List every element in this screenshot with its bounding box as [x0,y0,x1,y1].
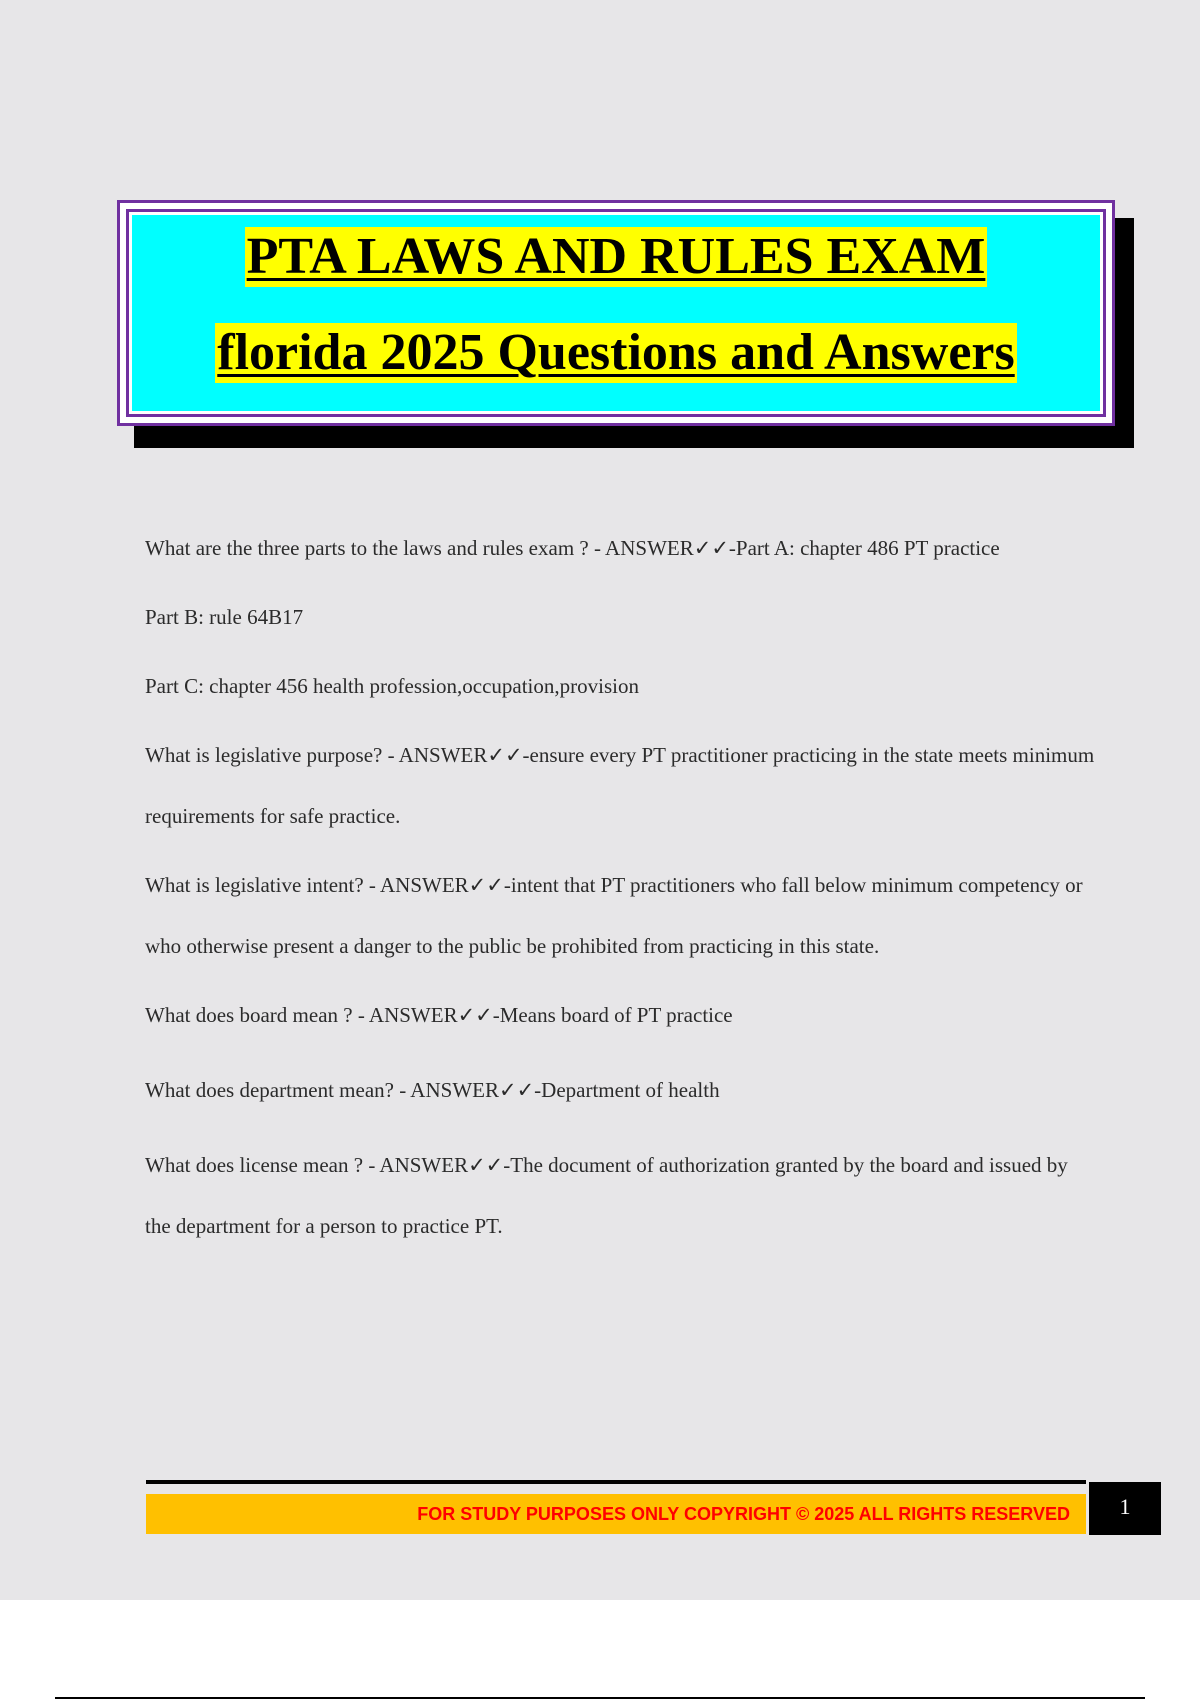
title-banner [117,200,1115,426]
copyright-notice: FOR STUDY PURPOSES ONLY COPYRIGHT © 2025 ALL RIGHTS RESERVED [417,1504,1070,1524]
bottom-divider [55,1697,1145,1699]
page-number: 1 [1089,1482,1161,1535]
qa-paragraph: What does board mean ? - ANSWER✓✓-Means board of PT practice [145,1003,733,1027]
title-banner-inner-frame [126,209,1106,417]
footer-divider [146,1480,1086,1484]
qa-paragraph: What does license mean ? - ANSWER✓✓-The document of authorization granted by the board and issued by the department for a person to practice PT. [145,1153,1068,1238]
qa-content [145,518,1095,1265]
title-line-1: PTA LAWS AND RULES EXAM [246,228,986,285]
qa-paragraph: What is legislative intent? - ANSWER✓✓-intent that PT practitioners who fall below minimum competency or who otherwise present a danger to the public be prohibited from practicing in this state. [145,873,1083,958]
qa-paragraph: What does department mean? - ANSWER✓✓-Department of health [145,1078,720,1102]
qa-paragraph: Part B: rule 64B17 [145,605,304,629]
qa-paragraph: What are the three parts to the laws and rules exam ? - ANSWER✓✓-Part A: chapter 486 PT practice [145,536,1000,560]
title-line-2: florida 2025 Questions and Answers [217,324,1015,381]
footer-banner [146,1494,1086,1534]
qa-paragraph: Part C: chapter 456 health profession,occupation,provision [145,674,639,698]
qa-paragraph: What is legislative purpose? - ANSWER✓✓-ensure every PT practitioner practicing in the state meets minimum requirements for safe practice. [145,743,1095,828]
title-banner-fill [132,215,1100,411]
